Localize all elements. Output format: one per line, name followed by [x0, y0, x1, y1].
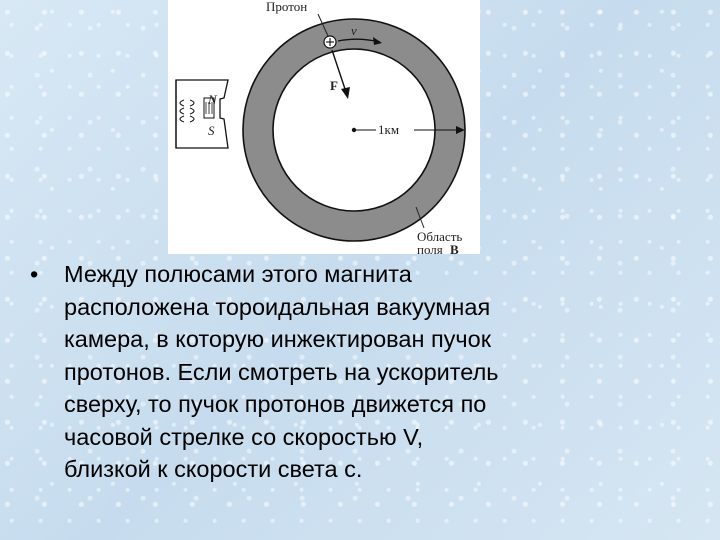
radius-label: 1км [378, 122, 400, 137]
description-line: часовой стрелке со скоростью V, [64, 423, 424, 450]
description-bullet [30, 258, 710, 486]
accelerator-diagram-svg [168, 0, 480, 254]
region-label-line1: Область [417, 229, 463, 244]
magnet-cross-section [176, 80, 228, 148]
south-pole-label: S [208, 123, 215, 138]
bullet-marker: • [30, 261, 39, 287]
velocity-label: v [351, 23, 357, 38]
description-line: расположена тороидальная вакуумная [64, 293, 491, 320]
field-symbol: B [450, 242, 459, 254]
description-line: сверху, то пучок протонов движется по [64, 391, 487, 417]
accelerator-diagram [168, 0, 480, 254]
region-label-line2: поля [417, 242, 443, 254]
force-arrowhead [341, 87, 350, 99]
center-dot [352, 128, 356, 132]
force-label: F [330, 78, 338, 93]
description-line: Между полюсами этого магнита [64, 261, 412, 287]
description-line: протонов. Если смотреть на ускоритель [64, 358, 499, 385]
proton-label: Протон [266, 0, 308, 14]
description-line: камера, в которую инжектирован пучок [64, 326, 492, 352]
description-line: близкой к скорости света c. [64, 456, 363, 482]
north-pole-label: N [208, 92, 217, 107]
